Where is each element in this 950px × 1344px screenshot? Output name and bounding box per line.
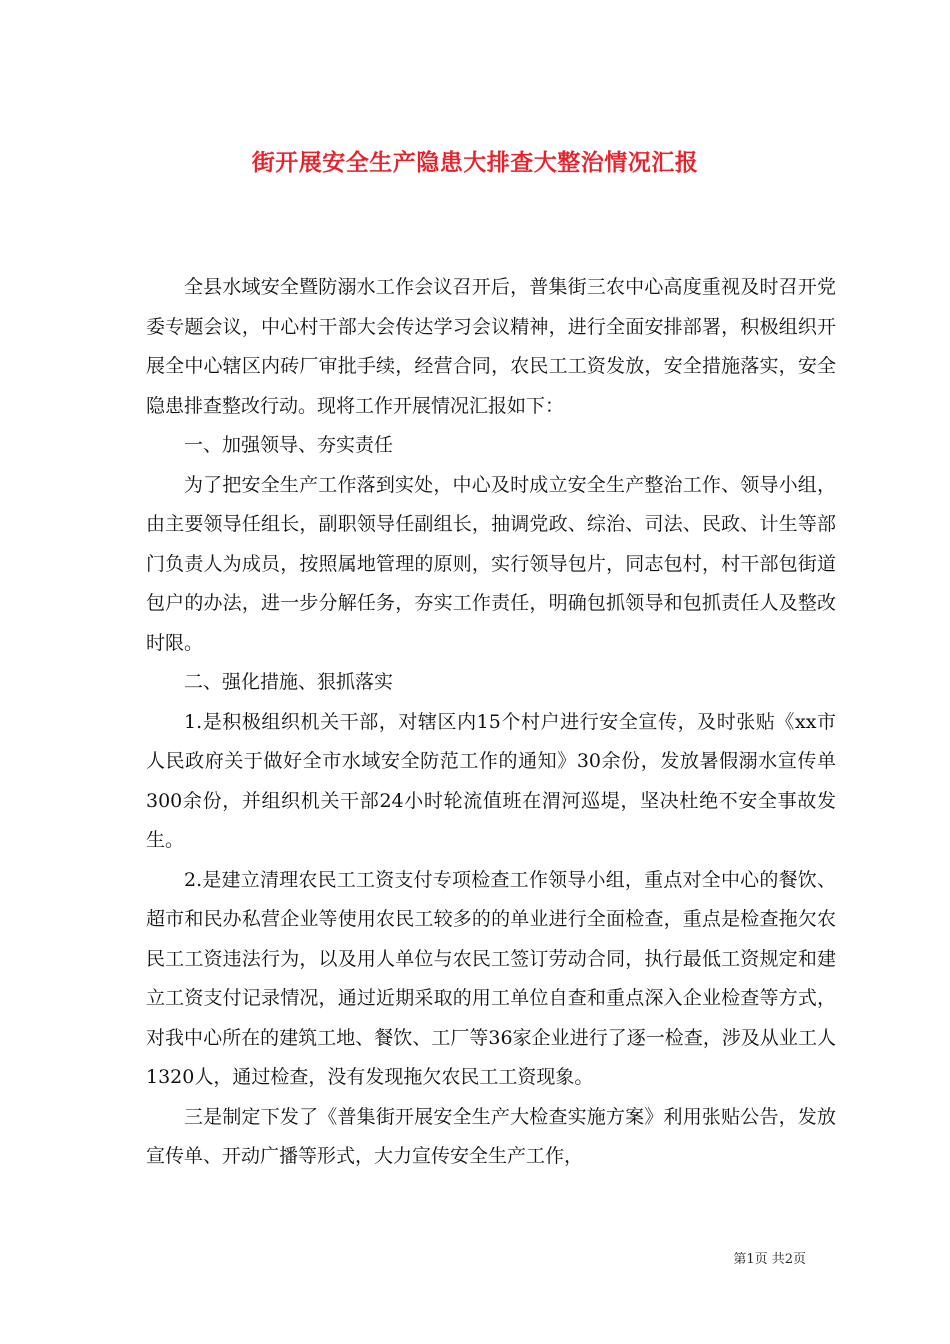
page-title: 街开展安全生产隐患大排查大整治情况汇报 [251,149,699,177]
page-number: 第1页 共2页 [733,1252,806,1267]
paragraph-item-1: 1.是积极组织机关干部，对辖区内15个村户进行安全宣传，及时张贴《xx市人民政府关于做好全市水域安全防范工作的通知》30余份，发放暑假溺水宣传单300余份，并组织机关干部24小时轮流值班在渭河巡堤，坚决杜绝不安全事故发生。 [146,710,836,851]
section-heading-1: 一、加强领导、夯实责任 [184,434,394,456]
paragraph-section-1: 为了把安全生产工作落到实处，中心及时成立安全生产整治工作、领导小组，由主要领导任组长，副职领导任副组长，抽调党政、综治、司法、民政、计生等部门负责人为成员，按照属地管理的原则，实行领导包片，同志包村，村干部包街道包户的办法，进一步分解任务，夯实工作责任，明确包抓领导和包抓责任人及整改时限。 [146,473,836,654]
document-body [146,268,836,1177]
paragraph-item-3: 三是制定下发了《普集街开展安全生产大检查实施方案》利用张贴公告，发放宣传单、开动广播等形式，大力宣传安全生产工作， [146,1105,836,1167]
paragraph-item-2: 2.是建立清理农民工工资支付专项检查工作领导小组，重点对全中心的餐饮、超市和民办私营企业等使用农民工较多的的单业进行全面检查，重点是检查拖欠农民工工资违法行为，以及用人单位与农民工签订劳动合同，执行最低工资规定和建立工资支付记录情况，通过近期采取的用工单位自查和重点深入企业检查等方式，对我中心所在的建筑工地、餐饮、工厂等36家企业进行了逐一检查，涉及从业工人1320人，通过检查，没有发现拖欠农民工工资现象。 [146,868,836,1088]
section-heading-2: 二、强化措施、狠抓落实 [184,671,394,693]
paragraph-intro: 全县水域安全暨防溺水工作会议召开后，普集街三农中心高度重视及时召开党委专题会议，中心村干部大会传达学习会议精神，进行全面安排部署，积极组织开展全中心辖区内砖厂审批手续，经营合同，农民工工资发放，安全措施落实，安全隐患排查整改行动。现将工作开展情况汇报如下： [146,276,836,417]
